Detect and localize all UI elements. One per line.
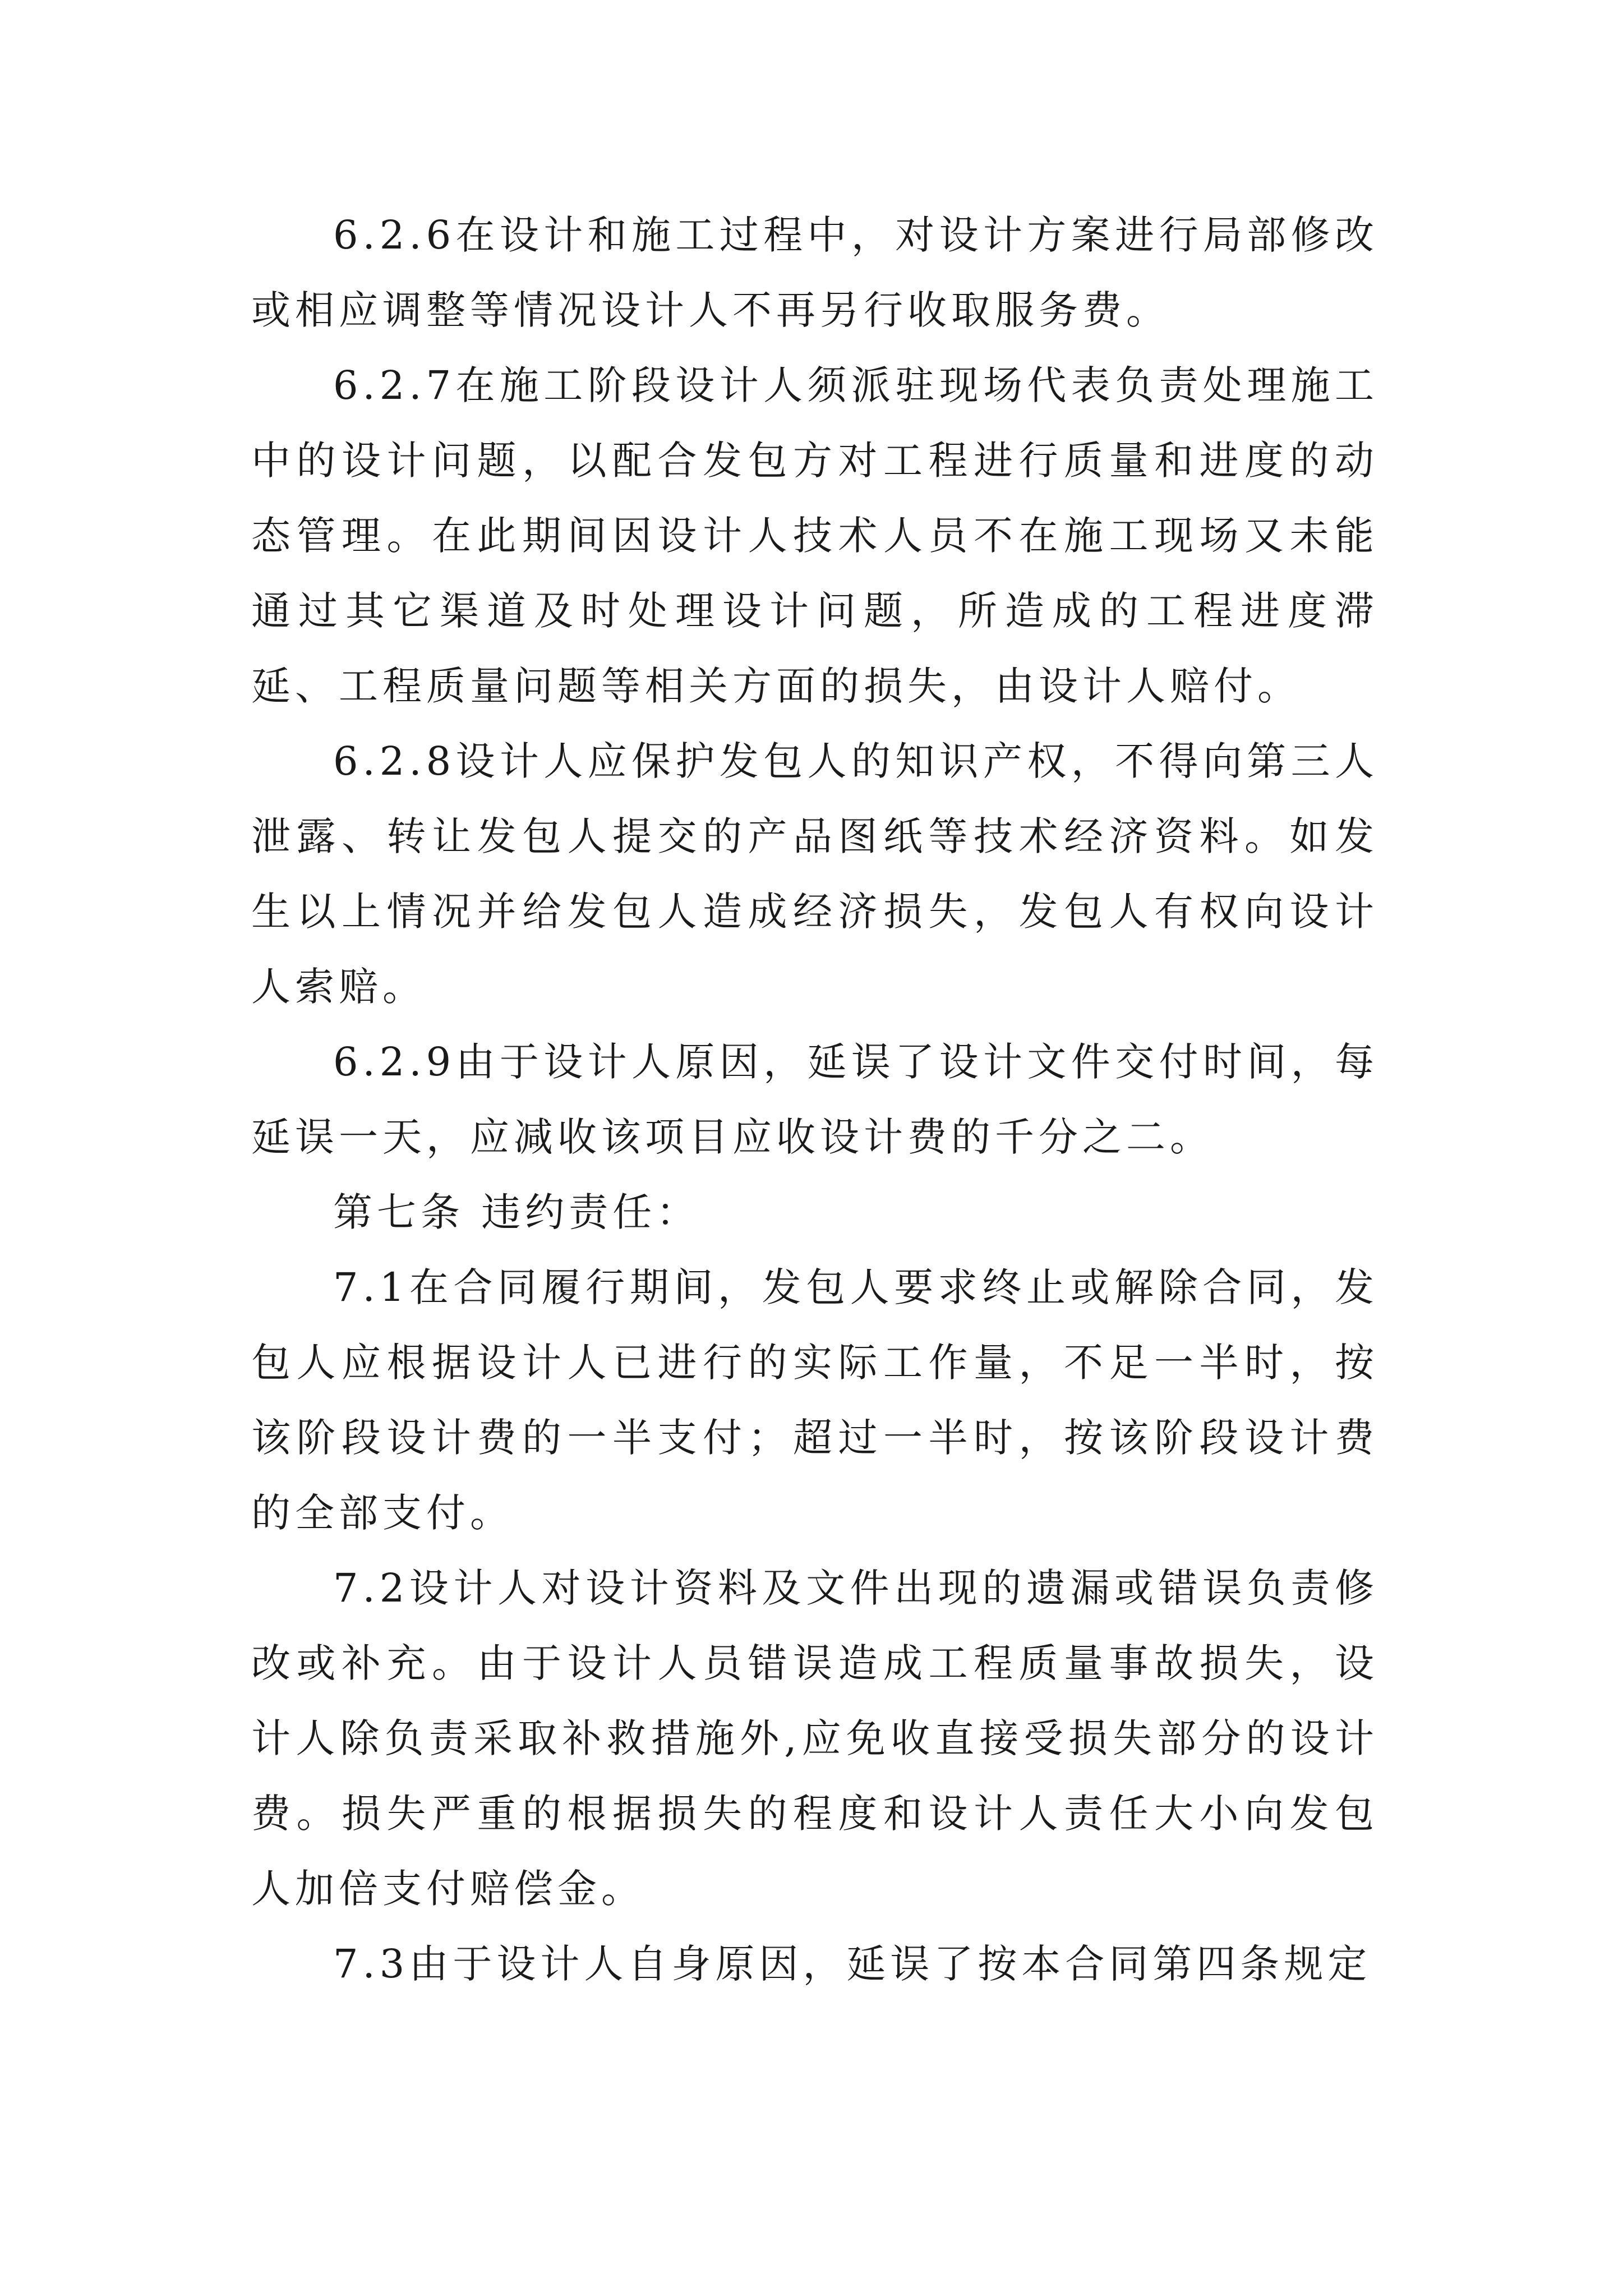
clause-6-2-8: 6.2.8设计人应保护发包人的知识产权，不得向第三人泄露、转让发包人提交的产品图纸等技术经济资料。如发生以上情况并给发包人造成经济损失，发包人有权向设计人索赔。 [251, 738, 1378, 1010]
clause-7-3: 7.3由于设计人自身原因，延误了按本合同第四条规定 [333, 1941, 1372, 1987]
clause-7-1: 7.1在合同履行期间，发包人要求终止或解除合同，发包人应根据设计人已进行的实际工作量，不足一半时，按该阶段设计费的一半支付；超过一半时，按该阶段设计费的全部支付。 [251, 1264, 1378, 1536]
clause-6-2-6: 6.2.6在设计和施工过程中，对设计方案进行局部修改或相应调整等情况设计人不再另行收取服务费。 [251, 212, 1378, 333]
clause-7-2: 7.2设计人对设计资料及文件出现的遗漏或错误负责修改或补充。由于设计人员错误造成工程质量事故损失，设计人除负责采取补救措施外,应免收直接受损失部分的设计费。损失严重的根据损失的程度和设计人责任大小向发包人加倍支付赔偿金。 [251, 1565, 1378, 1912]
document-body [251, 197, 1378, 2001]
clause-6-2-7: 6.2.7在施工阶段设计人须派驻现场代表负责处理施工中的设计问题，以配合发包方对工程进行质量和进度的动态管理。在此期间因设计人技术人员不在施工现场又未能通过其它渠道及时处理设计问题，所造成的工程进度滞延、工程质量问题等相关方面的损失，由设计人赔付。 [251, 362, 1378, 709]
article-7-heading: 第七条 违约责任： [333, 1189, 700, 1235]
clause-6-2-9: 6.2.9由于设计人原因，延误了设计文件交付时间，每延误一天，应减收该项目应收设计费的千分之二。 [251, 1039, 1378, 1160]
